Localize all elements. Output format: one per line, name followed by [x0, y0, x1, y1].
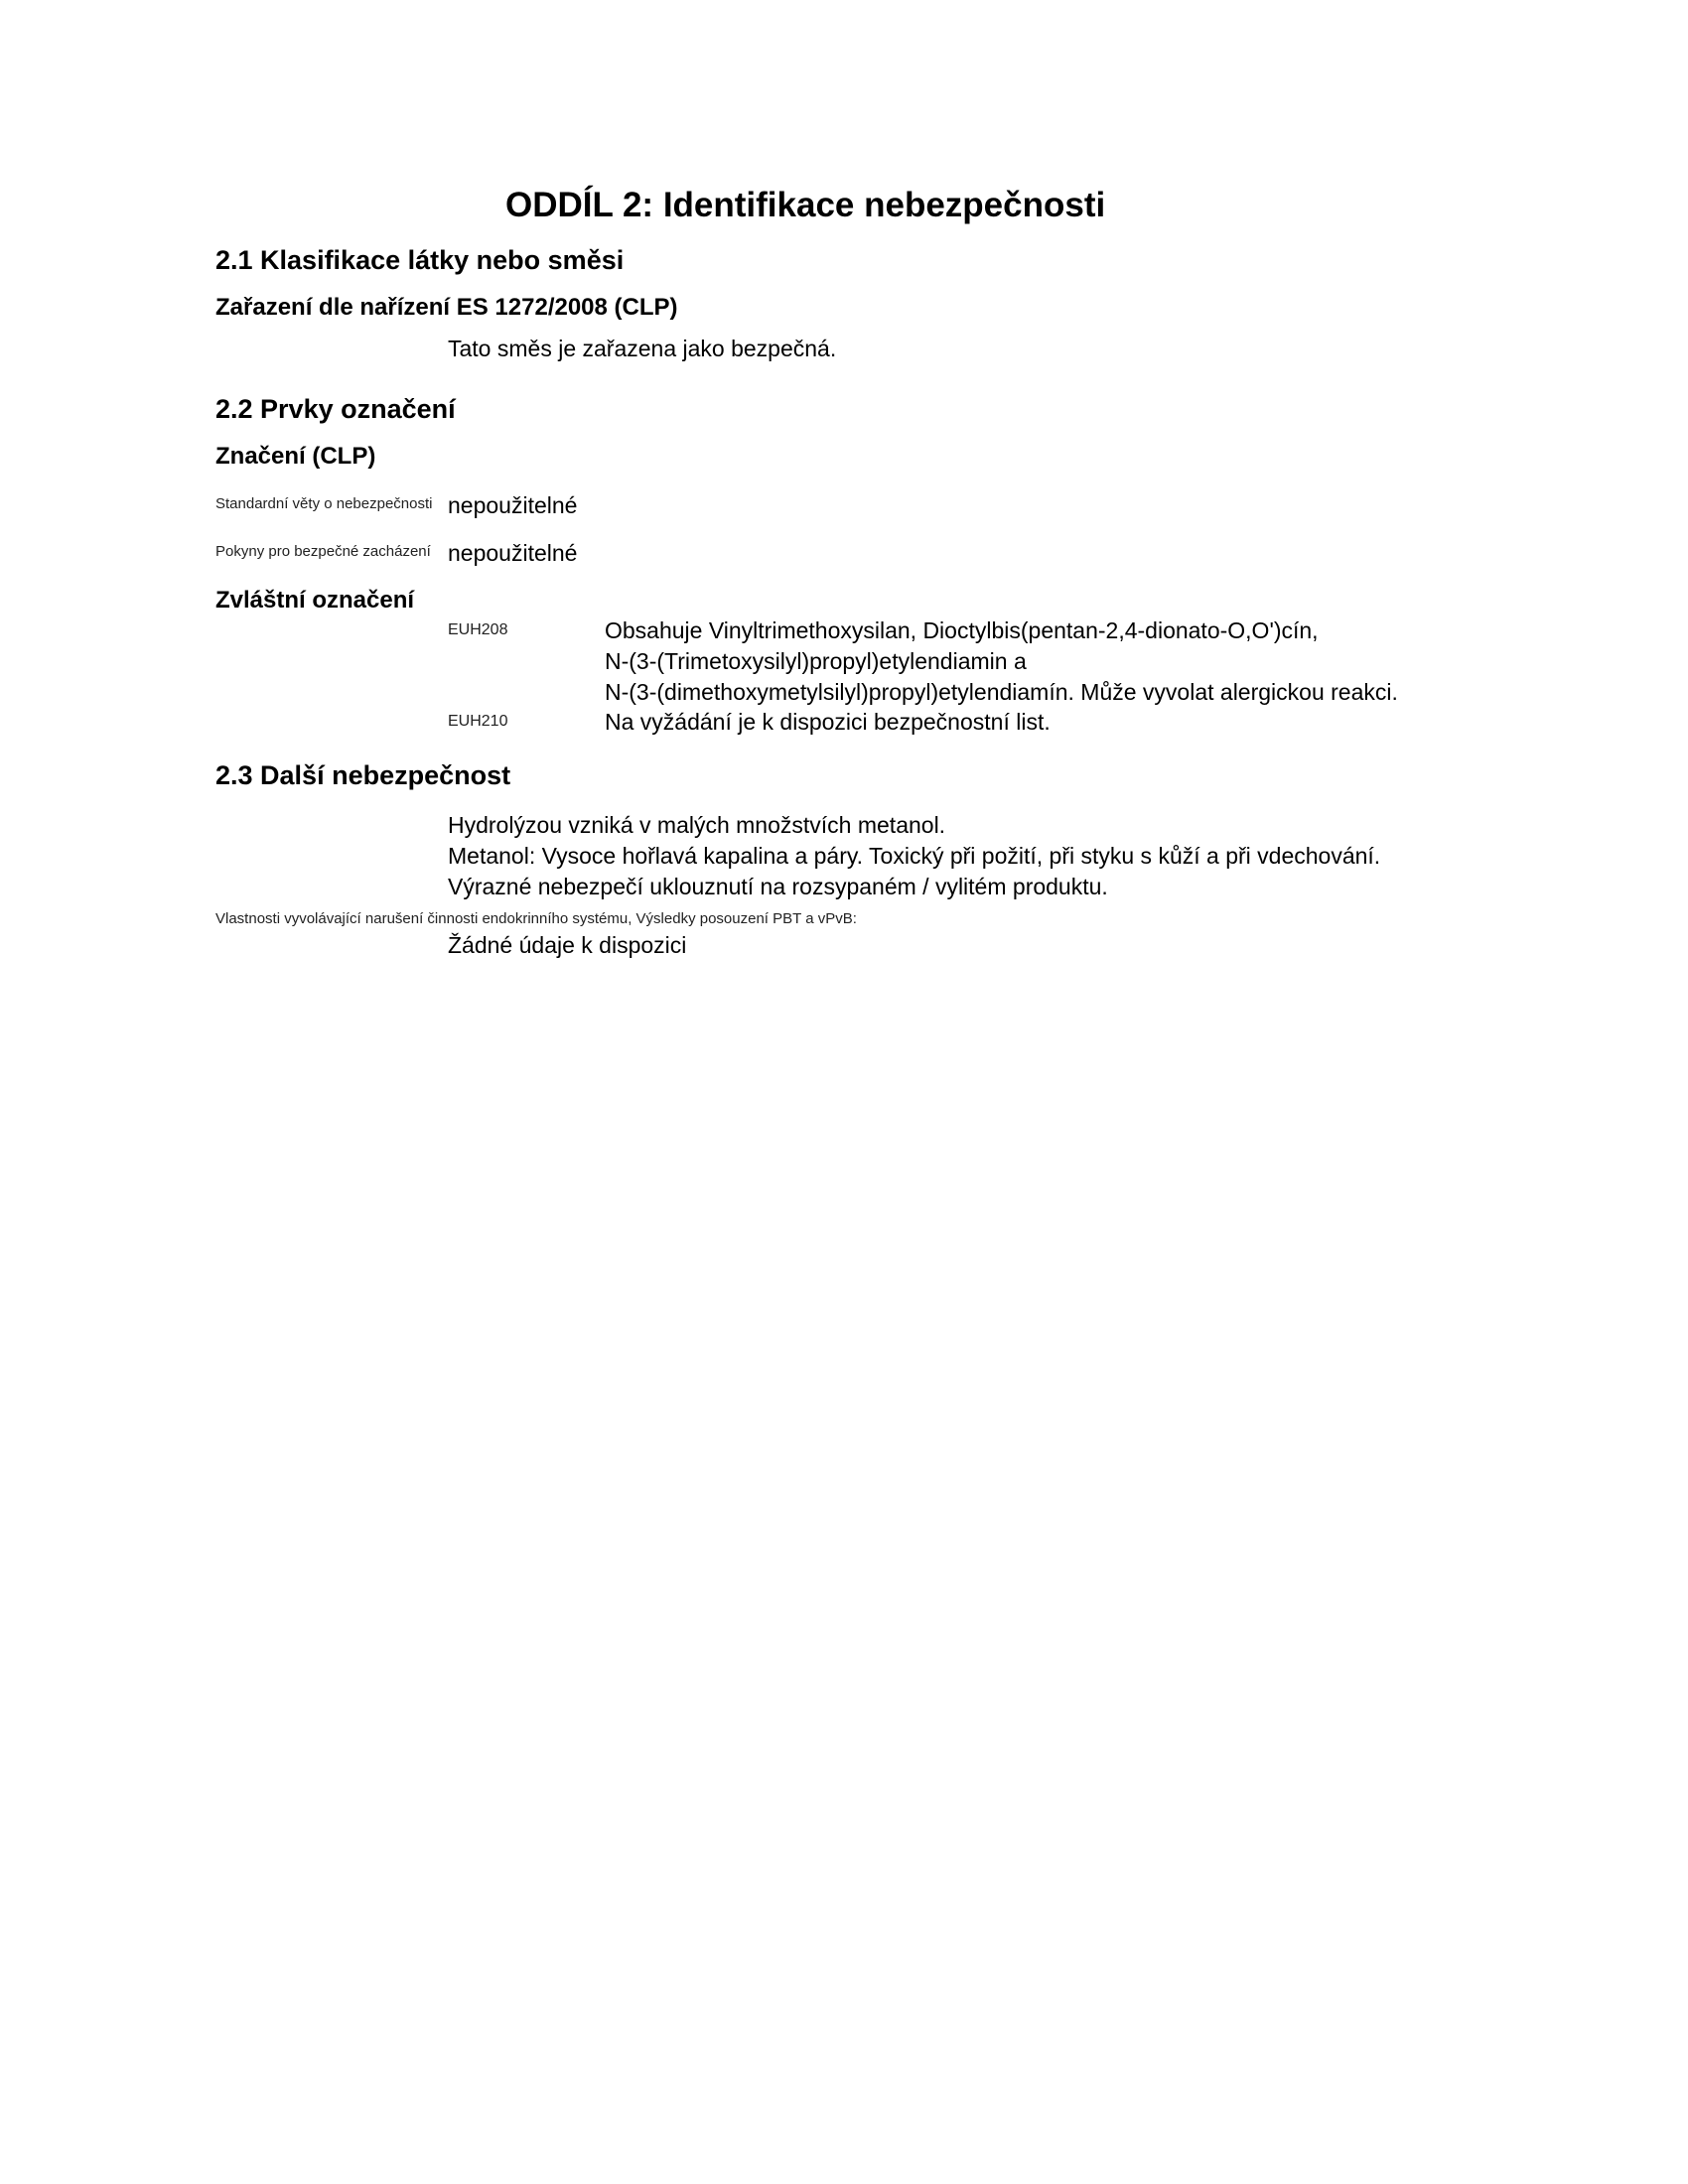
heading-2-3: 2.3 Další nebezpečnost — [215, 760, 511, 790]
euh208-code: EUH208 — [448, 621, 508, 638]
subheading-clp-classification: Zařazení dle nařízení ES 1272/2008 (CLP) — [215, 294, 678, 321]
precautionary-statements-value: nepoužitelné — [448, 540, 578, 566]
euh210-text-line: Na vyžádání je k dispozici bezpečnostní list. — [605, 709, 1051, 735]
heading-2-1: 2.1 Klasifikace látky nebo směsi — [215, 245, 625, 275]
endocrine-pbt-value: Žádné údaje k dispozici — [448, 932, 687, 958]
other-hazards-line: Metanol: Vysoce hořlavá kapalina a páry. Toxický při požití, při styku s kůží a při vdechování. — [448, 843, 1381, 869]
other-hazards-line: Hydrolýzou vzniká v malých množstvích metanol. — [448, 812, 946, 838]
euh210-code: EUH210 — [448, 713, 508, 730]
endocrine-pbt-label: Vlastnosti vyvolávající narušení činnosti endokrinního systému, Výsledky posouzení PBT a vPvB: — [215, 910, 857, 927]
euh208-text-line: Obsahuje Vinyltrimethoxysilan, Dioctylbis(pentan-2,4-dionato-O,O')cín, — [605, 617, 1319, 643]
hazard-statements-value: nepoužitelné — [448, 492, 578, 518]
other-hazards-line: Výrazné nebezpečí uklouznutí na rozsypaném / vylitém produktu. — [448, 874, 1108, 899]
subheading-special-labelling: Zvláštní označení — [215, 587, 415, 614]
euh208-text-line: N-(3-(Trimetoxysilyl)propyl)etylendiamin a — [605, 648, 1027, 674]
heading-2-2: 2.2 Prvky označení — [215, 394, 456, 424]
classification-text: Tato směs je zařazena jako bezpečná. — [448, 336, 837, 361]
hazard-statements-label: Standardní věty o nebezpečnosti — [215, 495, 433, 512]
euh208-text-line: N-(3-(dimethoxymetylsilyl)propyl)etylendiamín. Může vyvolat alergickou reakci. — [605, 679, 1398, 705]
precautionary-statements-label: Pokyny pro bezpečné zacházení — [215, 543, 431, 560]
section-title: ODDÍL 2: Identifikace nebezpečnosti — [505, 186, 1106, 224]
subheading-clp-labelling: Značení (CLP) — [215, 443, 376, 470]
